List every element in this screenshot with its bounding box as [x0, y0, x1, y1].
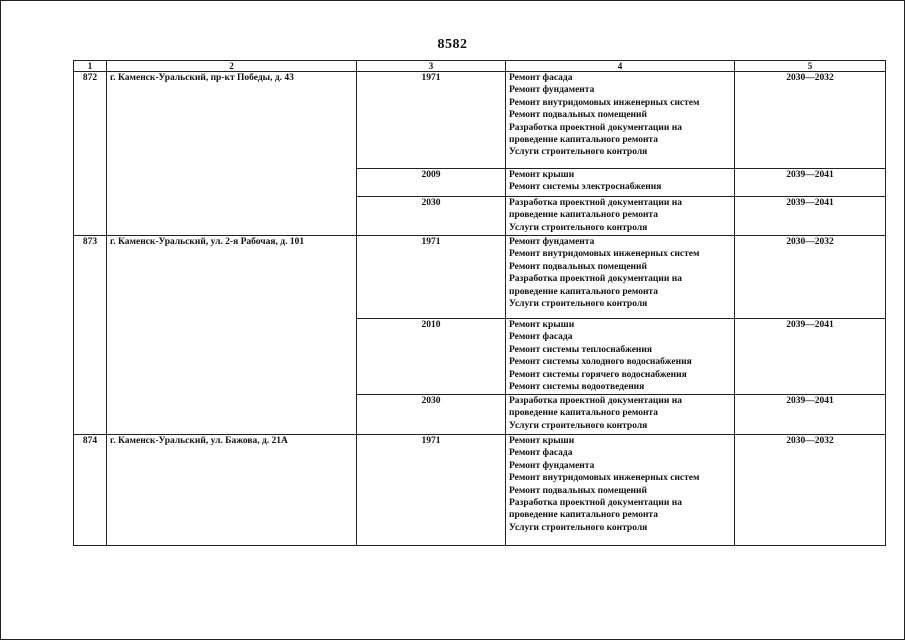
repair-work-item: Ремонт системы водоотведения — [509, 382, 645, 393]
construction-year: 2030 — [357, 395, 506, 435]
table-row — [74, 72, 886, 169]
repair-work-item: Разработка проектной документации на — [509, 198, 682, 208]
record-address: г. Каменск-Уральский, ул. Бажова, д. 21А — [107, 435, 357, 546]
planned-period: 2030—2032 — [735, 72, 886, 169]
header-col-4: 4 — [506, 61, 735, 72]
table-row — [74, 435, 886, 546]
capital-repair-table — [73, 60, 886, 546]
repair-work-item: Ремонт внутридомовых инженерных систем — [509, 473, 700, 484]
repair-work-item: Ремонт системы теплоснабжения — [509, 344, 653, 355]
header-col-1: 1 — [74, 61, 107, 72]
repair-work-item: Ремонт внутридомовых инженерных систем — [509, 249, 700, 260]
repair-work-item: Ремонт фасада — [509, 448, 573, 459]
construction-year: 1971 — [357, 236, 506, 319]
repair-works-list — [506, 169, 735, 197]
planned-period: 2039—2041 — [735, 197, 886, 236]
repair-works-list — [506, 435, 735, 546]
repair-work-item: Ремонт фундамента — [509, 460, 595, 471]
header-col-3: 3 — [357, 61, 506, 72]
planned-period: 2030—2032 — [735, 435, 886, 546]
record-number: 873 — [74, 236, 107, 435]
page-number: 8582 — [437, 37, 468, 52]
repair-work-item: Ремонт фасада — [509, 73, 573, 83]
repair-work-item: Ремонт крыши — [509, 170, 575, 180]
repair-work-item: Услуги строительного контроля — [509, 420, 648, 431]
repair-work-item: Разработка проектной документации на — [509, 274, 682, 285]
record-address: г. Каменск-Уральский, пр-кт Победы, д. 43 — [107, 72, 357, 236]
repair-works-list — [506, 319, 735, 395]
repair-work-item: Ремонт фундамента — [509, 85, 595, 96]
repair-works-list — [506, 197, 735, 236]
repair-work-item: Ремонт системы электроснабжения — [509, 182, 662, 193]
planned-period: 2030—2032 — [735, 236, 886, 319]
repair-work-item: Ремонт крыши — [509, 320, 575, 330]
repair-work-item: Ремонт фасада — [509, 332, 573, 343]
construction-year: 2030 — [357, 197, 506, 236]
repair-work-item: Ремонт подвальных помещений — [509, 485, 647, 496]
repair-work-item: Услуги строительного контроля — [509, 222, 648, 233]
construction-year: 1971 — [357, 435, 506, 546]
planned-period: 2039—2041 — [735, 395, 886, 435]
repair-work-item: Ремонт системы горячего водоснабжения — [509, 369, 687, 380]
record-number: 874 — [74, 435, 107, 546]
planned-period: 2039—2041 — [735, 319, 886, 395]
repair-work-item: проведение капитального ремонта — [509, 135, 658, 146]
repair-work-item: Ремонт фундамента — [509, 237, 595, 247]
repair-work-item: Услуги строительного контроля — [509, 299, 648, 310]
record-address: г. Каменск-Уральский, ул. 2-я Рабочая, д. 101 — [107, 236, 357, 435]
repair-work-item: Ремонт внутридомовых инженерных систем — [509, 97, 700, 108]
repair-work-item: проведение капитального ремонта — [509, 510, 658, 521]
repair-work-item: проведение капитального ремонта — [509, 408, 658, 419]
construction-year: 2009 — [357, 169, 506, 197]
construction-year: 2010 — [357, 319, 506, 395]
header-col-5: 5 — [735, 61, 886, 72]
repair-work-item: проведение капитального ремонта — [509, 286, 658, 297]
header-row — [74, 61, 886, 72]
repair-work-item: Разработка проектной документации на — [509, 396, 682, 406]
construction-year: 1971 — [357, 72, 506, 169]
planned-period: 2039—2041 — [735, 169, 886, 197]
header-col-2: 2 — [107, 61, 357, 72]
repair-work-item: проведение капитального ремонта — [509, 210, 658, 221]
table-row — [74, 236, 886, 319]
repair-work-item: Разработка проектной документации на — [509, 122, 682, 133]
repair-work-item: Ремонт подвальных помещений — [509, 261, 647, 272]
repair-works-list — [506, 236, 735, 319]
repair-works-list — [506, 72, 735, 169]
repair-work-item: Ремонт крыши — [509, 436, 575, 446]
repair-works-list — [506, 395, 735, 435]
table-body — [74, 72, 886, 546]
repair-work-item: Разработка проектной документации на — [509, 498, 682, 509]
repair-work-item: Ремонт системы холодного водоснабжения — [509, 357, 692, 368]
repair-work-item: Услуги строительного контроля — [509, 522, 648, 533]
record-number: 872 — [74, 72, 107, 236]
repair-work-item: Услуги строительного контроля — [509, 147, 648, 158]
repair-work-item: Ремонт подвальных помещений — [509, 110, 647, 121]
